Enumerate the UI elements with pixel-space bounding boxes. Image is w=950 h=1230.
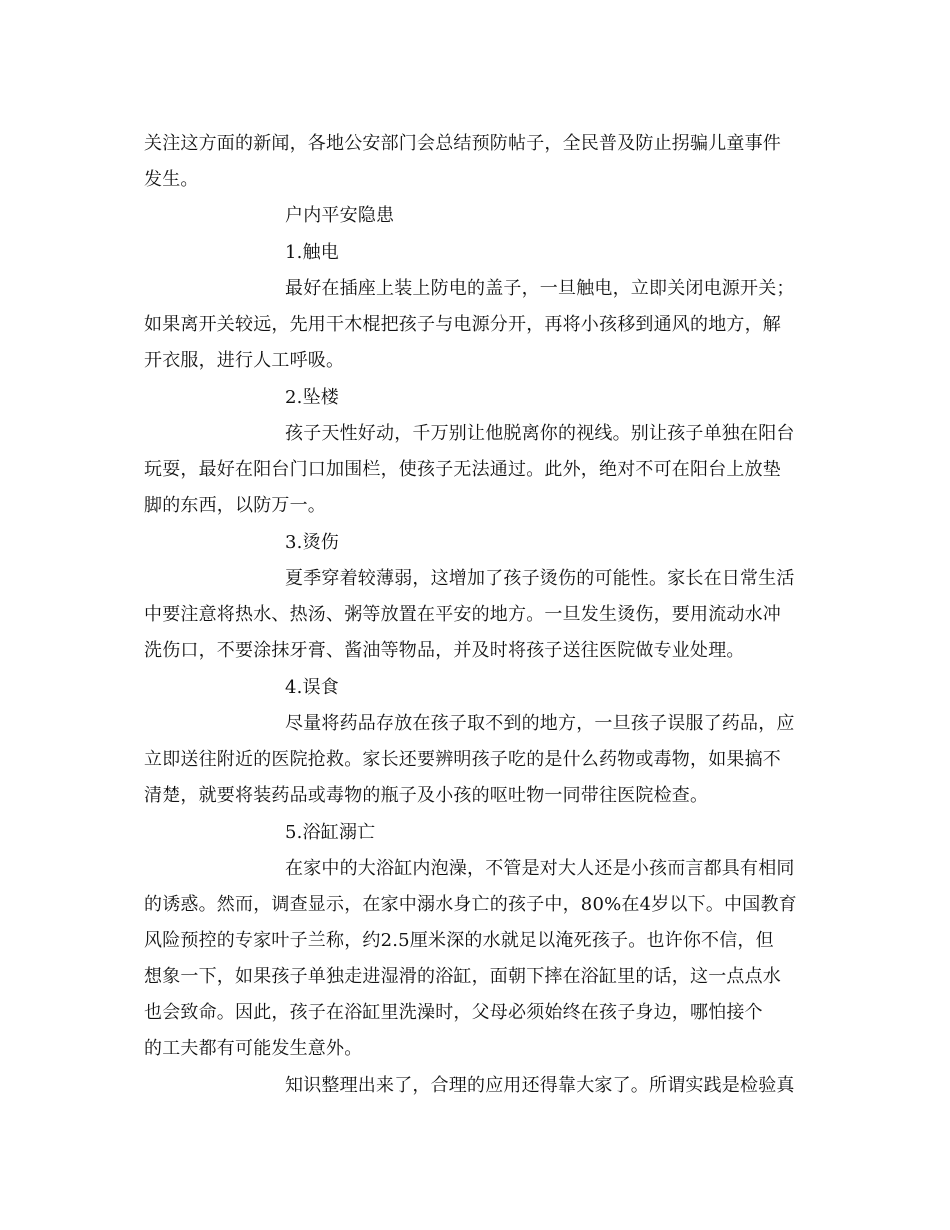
paragraph-line: 风险预控的专家叶子兰称，约2.5厘米深的水就足以淹死孩子。也许你不信，但 bbox=[144, 930, 774, 951]
paragraph-line: 尽量将药品存放在孩子取不到的地方，一旦孩子误服了药品，应 bbox=[285, 713, 795, 734]
section-title: 户内平安隐患 bbox=[285, 205, 395, 226]
paragraph-line: 开衣服，进行人工呼吸。 bbox=[144, 350, 345, 371]
paragraph-line: 立即送往附近的医院抢救。家长还要辨明孩子吃的是什么药物或毒物，如果搞不 bbox=[144, 749, 781, 770]
paragraph-line: 的诱惑。然而，调查显示，在家中溺水身亡的孩子中，80%在4岁以下。中国教育 bbox=[144, 894, 797, 915]
paragraph-line: 也会致命。因此，孩子在浴缸里洗澡时，父母必须始终在孩子身边，哪怕接个 bbox=[144, 1002, 763, 1023]
intro-line-2: 发生。 bbox=[144, 169, 199, 190]
paragraph-line: 的工夫都有可能发生意外。 bbox=[144, 1038, 363, 1059]
item-heading-ingestion: 4.误食 bbox=[285, 677, 339, 698]
intro-line-1: 关注这方面的新闻，各地公安部门会总结预防帖子，全民普及防止拐骗儿童事件 bbox=[144, 133, 781, 154]
paragraph-line: 在家中的大浴缸内泡澡，不管是对大人还是小孩而言都具有相同 bbox=[285, 858, 795, 879]
paragraph-line: 孩子天性好动，千万别让他脱离你的视线。别让孩子单独在阳台 bbox=[285, 423, 795, 444]
paragraph-line: 中要注意将热水、热汤、粥等放置在平安的地方。一旦发生烫伤，要用流动水冲 bbox=[144, 604, 781, 625]
paragraph-line: 如果离开关较远，先用干木棍把孩子与电源分开，再将小孩移到通风的地方，解 bbox=[144, 314, 781, 335]
paragraph-line: 脚的东西，以防万一。 bbox=[144, 495, 326, 516]
paragraph-line: 想象一下，如果孩子单独走进湿滑的浴缸，面朝下摔在浴缸里的话，这一点点水 bbox=[144, 966, 781, 987]
paragraph-line: 夏季穿着较薄弱，这增加了孩子烫伤的可能性。家长在日常生活 bbox=[285, 568, 795, 589]
paragraph-line: 玩耍，最好在阳台门口加围栏，使孩子无法通过。此外，绝对不可在阳台上放垫 bbox=[144, 459, 781, 480]
item-heading-burns: 3.烫伤 bbox=[285, 532, 339, 553]
paragraph-line: 清楚，就要将装药品或毒物的瓶子及小孩的呕吐物一同带往医院检查。 bbox=[144, 785, 709, 806]
paragraph-line: 最好在插座上装上防电的盖子，一旦触电，立即关闭电源开关； bbox=[285, 278, 795, 299]
item-heading-falling: 2.坠楼 bbox=[285, 387, 339, 408]
item-heading-bathtub: 5.浴缸溺亡 bbox=[285, 822, 376, 843]
closing-line: 知识整理出来了，合理的应用还得靠大家了。所谓实践是检验真 bbox=[285, 1075, 795, 1096]
paragraph-line: 洗伤口，不要涂抹牙膏、酱油等物品，并及时将孩子送往医院做专业处理。 bbox=[144, 640, 745, 661]
item-heading-electrocution: 1.触电 bbox=[285, 242, 339, 263]
